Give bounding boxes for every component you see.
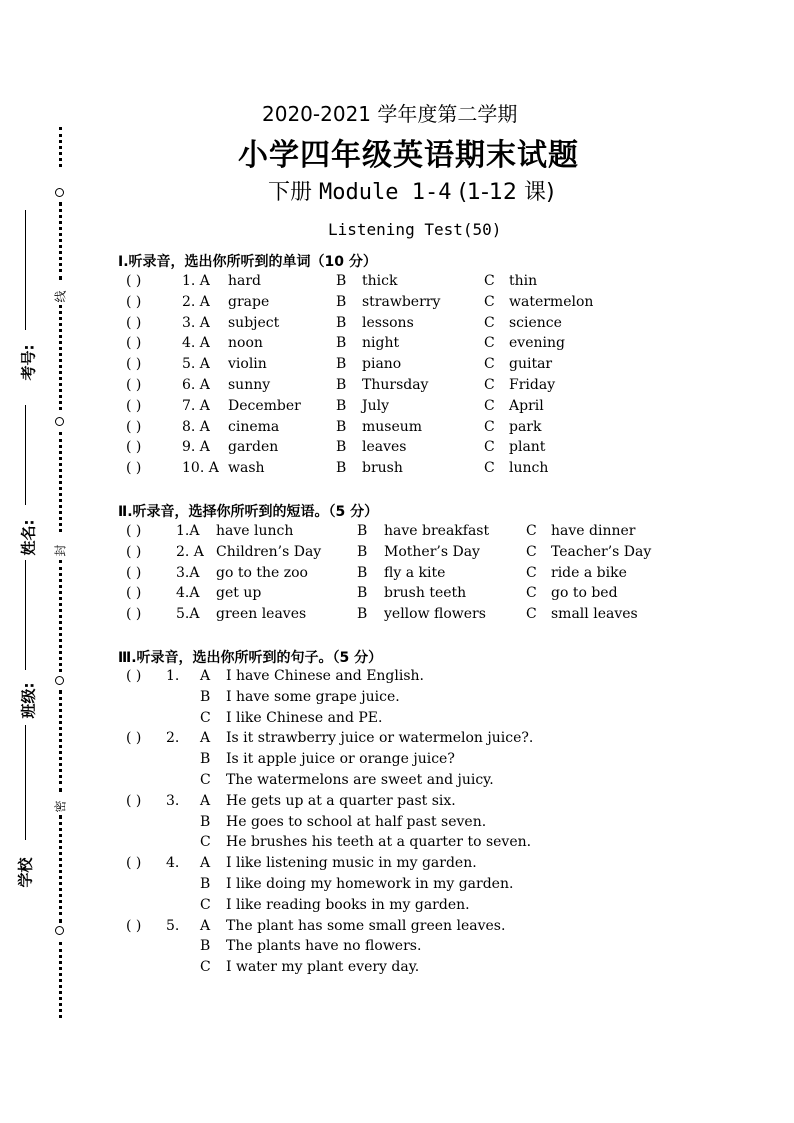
option-b[interactable]: have breakfast [384, 523, 490, 539]
answer-parens[interactable]: ( ) [126, 377, 142, 393]
sentence-option-row [0, 730, 794, 750]
option-label: C [200, 896, 211, 913]
option-label: C [200, 709, 211, 726]
option-label: A [200, 855, 211, 872]
question-number: 5. A [182, 356, 210, 373]
option-label: B [200, 938, 211, 955]
option-sentence[interactable]: I like listening music in my garden. [226, 855, 477, 872]
option-b[interactable]: Mother’s Day [384, 543, 480, 560]
answer-parens[interactable]: ( ) [126, 314, 142, 331]
option-sentence[interactable]: He brushes his teeth at a quarter to seven. [226, 834, 532, 851]
option-c-label: C [484, 293, 495, 310]
option-a[interactable]: wash [228, 460, 265, 477]
option-b[interactable]: lessons [362, 314, 414, 331]
exam-subtitle [268, 175, 555, 206]
option-label: B [200, 876, 211, 892]
question-number: 4.A [176, 585, 200, 602]
option-b[interactable]: July [362, 397, 390, 414]
word-question-row [0, 315, 794, 335]
option-b[interactable]: piano [362, 356, 402, 373]
question-number: 3.A [176, 564, 200, 581]
answer-parens[interactable]: ( ) [126, 543, 142, 560]
option-a[interactable]: Children’s Day [216, 543, 322, 560]
phrase-question-row [0, 523, 794, 543]
question-number: 3. [166, 792, 180, 809]
name-label: 姓名: [19, 519, 38, 556]
question-number: 5. [166, 917, 180, 934]
option-label: B [200, 751, 211, 768]
section1-heading: Ⅰ.听录音，选出你所听到的单词（10 分） [118, 254, 377, 270]
listening-test-heading: Listening Test(50) [328, 220, 502, 239]
phrase-question-row [0, 565, 794, 585]
option-c-label: C [484, 418, 495, 435]
option-c-label: C [484, 377, 495, 393]
subtitle-lessons: (1-12 课) [458, 180, 555, 205]
word-question-row [0, 273, 794, 293]
seal-char-seal: 封 [53, 544, 68, 557]
sentence-option-row [0, 918, 794, 938]
option-b-label: B [336, 377, 347, 393]
option-c[interactable]: small leaves [551, 606, 638, 623]
answer-parens[interactable]: ( ) [126, 606, 142, 623]
option-c[interactable]: watermelon [509, 293, 594, 310]
exam-title: 小学四年级英语期末试题 [238, 138, 579, 173]
option-a[interactable]: go to the zoo [216, 564, 308, 581]
sentence-option-row [0, 834, 794, 854]
option-a[interactable]: noon [228, 335, 263, 352]
question-number: 9. A [182, 439, 210, 456]
option-c[interactable]: April [509, 397, 544, 414]
option-b-label: B [336, 460, 347, 477]
option-b[interactable]: leaves [362, 439, 407, 456]
option-c[interactable]: park [509, 418, 542, 435]
option-c-label: C [484, 460, 495, 477]
question-number: 6. A [182, 377, 210, 393]
question-number: 2. A [182, 293, 210, 310]
word-question-row [0, 439, 794, 459]
option-b-label: B [357, 543, 368, 560]
option-label: C [200, 772, 211, 788]
answer-parens[interactable]: ( ) [126, 439, 142, 456]
sentence-option-row [0, 959, 794, 979]
option-b-label: B [336, 314, 347, 331]
option-c-label: C [526, 543, 537, 560]
sentence-option-row [0, 710, 794, 730]
option-sentence[interactable]: Is it strawberry juice or watermelon juice?. [226, 730, 534, 747]
seal-char-secret: 密 [53, 800, 68, 813]
option-b[interactable]: museum [362, 418, 423, 435]
option-b[interactable]: yellow flowers [384, 606, 486, 623]
option-label: C [200, 834, 211, 851]
sentence-option-row [0, 855, 794, 875]
option-c[interactable]: lunch [509, 460, 549, 477]
option-sentence[interactable]: I like reading books in my garden. [226, 896, 470, 913]
answer-parens[interactable]: ( ) [126, 356, 142, 373]
sentence-option-row [0, 668, 794, 688]
question-number: 10. A [182, 460, 219, 477]
sentence-option-row [0, 938, 794, 958]
answer-parens[interactable]: ( ) [126, 397, 142, 414]
subtitle-volume: 下册 [268, 180, 313, 205]
question-number: 8. A [182, 418, 210, 435]
answer-parens[interactable]: ( ) [126, 418, 142, 435]
phrase-question-row [0, 606, 794, 626]
word-question-row [0, 398, 794, 418]
option-sentence[interactable]: I have Chinese and English. [226, 668, 424, 684]
option-a[interactable]: green leaves [216, 606, 307, 623]
option-b[interactable]: brush [362, 460, 403, 477]
answer-parens[interactable]: ( ) [126, 730, 142, 747]
option-b[interactable]: night [362, 335, 400, 352]
class-label: 班级: [19, 682, 38, 719]
option-sentence[interactable]: I like Chinese and PE. [226, 709, 383, 726]
exam-no-label: 考号: [19, 344, 38, 381]
option-a[interactable]: violin [228, 356, 267, 373]
option-c-label: C [484, 356, 495, 373]
question-number: 2. [166, 730, 180, 747]
answer-parens[interactable]: ( ) [126, 855, 142, 872]
option-a[interactable]: subject [228, 314, 280, 331]
term-line: 2020-2021 学年度第二学期 [262, 102, 518, 126]
section2-heading: Ⅱ.听录音，选择你所听到的短语。（5 分） [118, 504, 379, 520]
question-number: 1. A [182, 273, 210, 289]
option-b-label: B [336, 397, 347, 414]
margin-dotted-line [59, 202, 62, 280]
option-c-label: C [484, 314, 495, 331]
option-c-label: C [484, 439, 495, 456]
phrase-question-row [0, 585, 794, 605]
seal-char-line: 线 [53, 290, 68, 303]
margin-ring [55, 188, 64, 197]
word-question-row [0, 377, 794, 397]
option-a[interactable]: get up [216, 585, 262, 602]
option-a[interactable]: December [228, 397, 301, 414]
option-label: A [200, 792, 211, 809]
sentence-option-row [0, 876, 794, 896]
option-c[interactable]: thin [509, 273, 538, 289]
option-c-label: C [484, 335, 495, 352]
option-b-label: B [336, 356, 347, 373]
option-a[interactable]: sunny [228, 377, 271, 393]
option-c[interactable]: plant [509, 439, 546, 456]
sentence-option-row [0, 793, 794, 813]
option-label: A [200, 917, 211, 934]
word-question-row [0, 356, 794, 376]
option-sentence[interactable]: The watermelons are sweet and juicy. [226, 772, 494, 788]
option-c[interactable]: go to bed [551, 585, 618, 602]
option-c[interactable]: have dinner [551, 523, 636, 539]
option-c-label: C [484, 397, 495, 414]
option-sentence[interactable]: I have some grape juice. [226, 688, 400, 705]
option-sentence[interactable]: He goes to school at half past seven. [226, 813, 487, 830]
school-label: 学校 [16, 857, 35, 888]
answer-parens[interactable]: ( ) [126, 523, 142, 539]
option-label: B [200, 688, 211, 705]
answer-parens[interactable]: ( ) [126, 917, 142, 934]
question-number: 4. A [182, 335, 210, 352]
option-b-label: B [336, 273, 347, 289]
option-c-label: C [526, 606, 537, 623]
option-c-label: C [526, 523, 537, 539]
option-b[interactable]: Thursday [362, 377, 429, 393]
option-sentence[interactable]: I water my plant every day. [226, 959, 420, 976]
answer-parens[interactable]: ( ) [126, 564, 142, 581]
answer-parens[interactable]: ( ) [126, 273, 142, 289]
option-b-label: B [357, 564, 368, 581]
question-number: 5.A [176, 606, 200, 623]
option-c-label: C [484, 273, 495, 289]
option-b[interactable]: strawberry [362, 293, 441, 310]
option-b-label: B [336, 335, 347, 352]
option-b[interactable]: brush teeth [384, 585, 467, 602]
margin-dotted-line [59, 127, 62, 167]
option-a[interactable]: have lunch [216, 523, 294, 539]
option-c-label: C [526, 585, 537, 602]
section3-heading: Ⅲ.听录音，选出你所听到的句子。（5 分） [118, 650, 383, 666]
option-label: B [200, 813, 211, 830]
option-b-label: B [336, 293, 347, 310]
answer-parens[interactable]: ( ) [126, 335, 142, 352]
subtitle-module: Module 1-4 [319, 180, 452, 205]
option-sentence[interactable]: He gets up at a quarter past six. [226, 792, 456, 809]
word-question-row [0, 460, 794, 480]
word-question-row [0, 419, 794, 439]
word-question-row [0, 335, 794, 355]
sentence-option-row [0, 689, 794, 709]
question-number: 2. A [176, 543, 204, 560]
option-b[interactable]: fly a kite [384, 564, 446, 581]
option-label: A [200, 668, 211, 684]
option-label: A [200, 730, 211, 747]
option-a[interactable]: hard [228, 273, 262, 289]
option-a[interactable]: cinema [228, 418, 280, 435]
answer-parens[interactable]: ( ) [126, 293, 142, 310]
answer-parens[interactable]: ( ) [126, 460, 142, 477]
answer-parens[interactable]: ( ) [126, 585, 142, 602]
option-sentence[interactable]: The plants have no flowers. [226, 938, 422, 955]
sentence-option-row [0, 814, 794, 834]
sentence-option-row [0, 751, 794, 771]
option-a[interactable]: garden [228, 439, 279, 456]
option-c[interactable]: science [509, 314, 562, 331]
option-c[interactable]: evening [509, 335, 565, 352]
option-sentence[interactable]: I like doing my homework in my garden. [226, 876, 514, 892]
answer-parens[interactable]: ( ) [126, 792, 142, 809]
option-b[interactable]: thick [362, 273, 398, 289]
option-b-label: B [357, 523, 368, 539]
sentence-option-row [0, 897, 794, 917]
option-c[interactable]: Teacher’s Day [551, 543, 652, 560]
question-number: 1. [166, 668, 180, 684]
option-c[interactable]: Friday [509, 377, 556, 393]
question-number: 1.A [176, 523, 200, 539]
option-b-label: B [336, 439, 347, 456]
sentence-option-row [0, 772, 794, 792]
question-number: 4. [166, 855, 180, 872]
option-b-label: B [357, 585, 368, 602]
answer-parens[interactable]: ( ) [126, 668, 142, 684]
option-b-label: B [336, 418, 347, 435]
question-number: 7. A [182, 397, 210, 414]
option-c[interactable]: ride a bike [551, 564, 627, 581]
question-number: 3. A [182, 314, 210, 331]
option-c-label: C [526, 564, 537, 581]
phrase-question-row [0, 544, 794, 564]
word-question-row [0, 294, 794, 314]
option-c[interactable]: guitar [509, 356, 553, 373]
option-a[interactable]: grape [228, 293, 270, 310]
option-label: C [200, 959, 211, 976]
option-sentence[interactable]: The plant has some small green leaves. [226, 917, 506, 934]
option-b-label: B [357, 606, 368, 623]
option-sentence[interactable]: Is it apple juice or orange juice? [226, 751, 455, 768]
